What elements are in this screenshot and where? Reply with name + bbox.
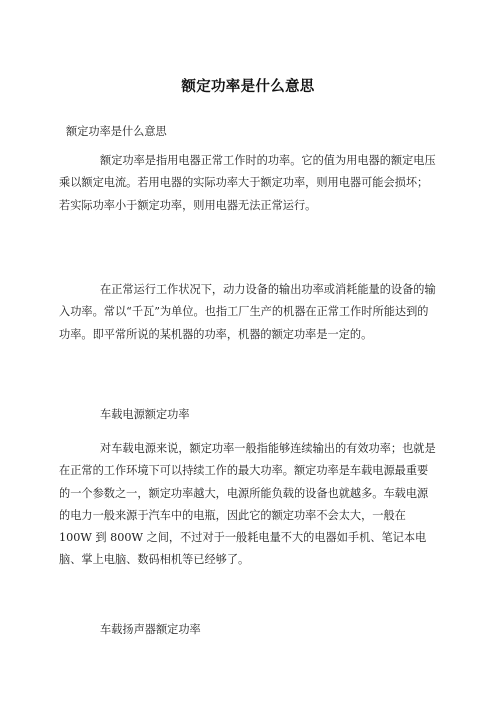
section-heading-car-power-supply: 车载电源额定功率 [100, 408, 190, 421]
paragraph-normal-operation [59, 279, 439, 346]
paragraph-line: 入功率。常以“千瓦”为单位。也指工厂生产的机器在正常工作时所能达到的 [59, 305, 429, 319]
paragraph-line: 在正常运行工作状况下，动力设备的输出功率或消耗能量的设备的输 [100, 283, 436, 296]
paragraph-line: 若实际功率小于额定功率，则用电器无法正常运行。 [59, 198, 317, 212]
paragraph-line: 额定功率是指用电器正常工作时的功率。它的值为用电器的额定电压 [100, 154, 436, 167]
paragraph-rated-power-definition [59, 150, 439, 217]
paragraph-line: 脑、掌上电脑、数码相机等已经够了。 [59, 553, 250, 567]
paragraph-line: 100W 到 800W 之间，不过对于一般耗电量不大的电器如手机、笔记本电 [59, 531, 427, 545]
document-title: 额定功率是什么意思 [181, 79, 315, 95]
section-heading-car-speaker: 车载扬声器额定功率 [100, 623, 201, 636]
paragraph-line: 的电力一般来源于汽车中的电瓶，因此它的额定功率不会太大，一般在 [59, 508, 406, 522]
paragraph-car-power-supply [59, 438, 439, 572]
paragraph-line: 乘以额定电流。若用电器的实际功率大于额定功率，则用电器可能会损坏； [59, 176, 429, 190]
paragraph-line: 的一个参数之一，额定功率越大，电源所能负载的设备也就越多。车载电源 [59, 486, 429, 500]
paragraph-line: 功率。即平常所说的某机器的功率，机器的额定功率是一定的。 [59, 327, 373, 341]
document-subtitle: 额定功率是什么意思 [66, 125, 167, 138]
paragraph-line: 在正常的工作环境下可以持续工作的最大功率。额定功率是车载电源最重要 [59, 464, 429, 478]
paragraph-line: 对车载电源来说，额定功率一般指能够连续输出的有效功率；也就是 [100, 442, 436, 455]
